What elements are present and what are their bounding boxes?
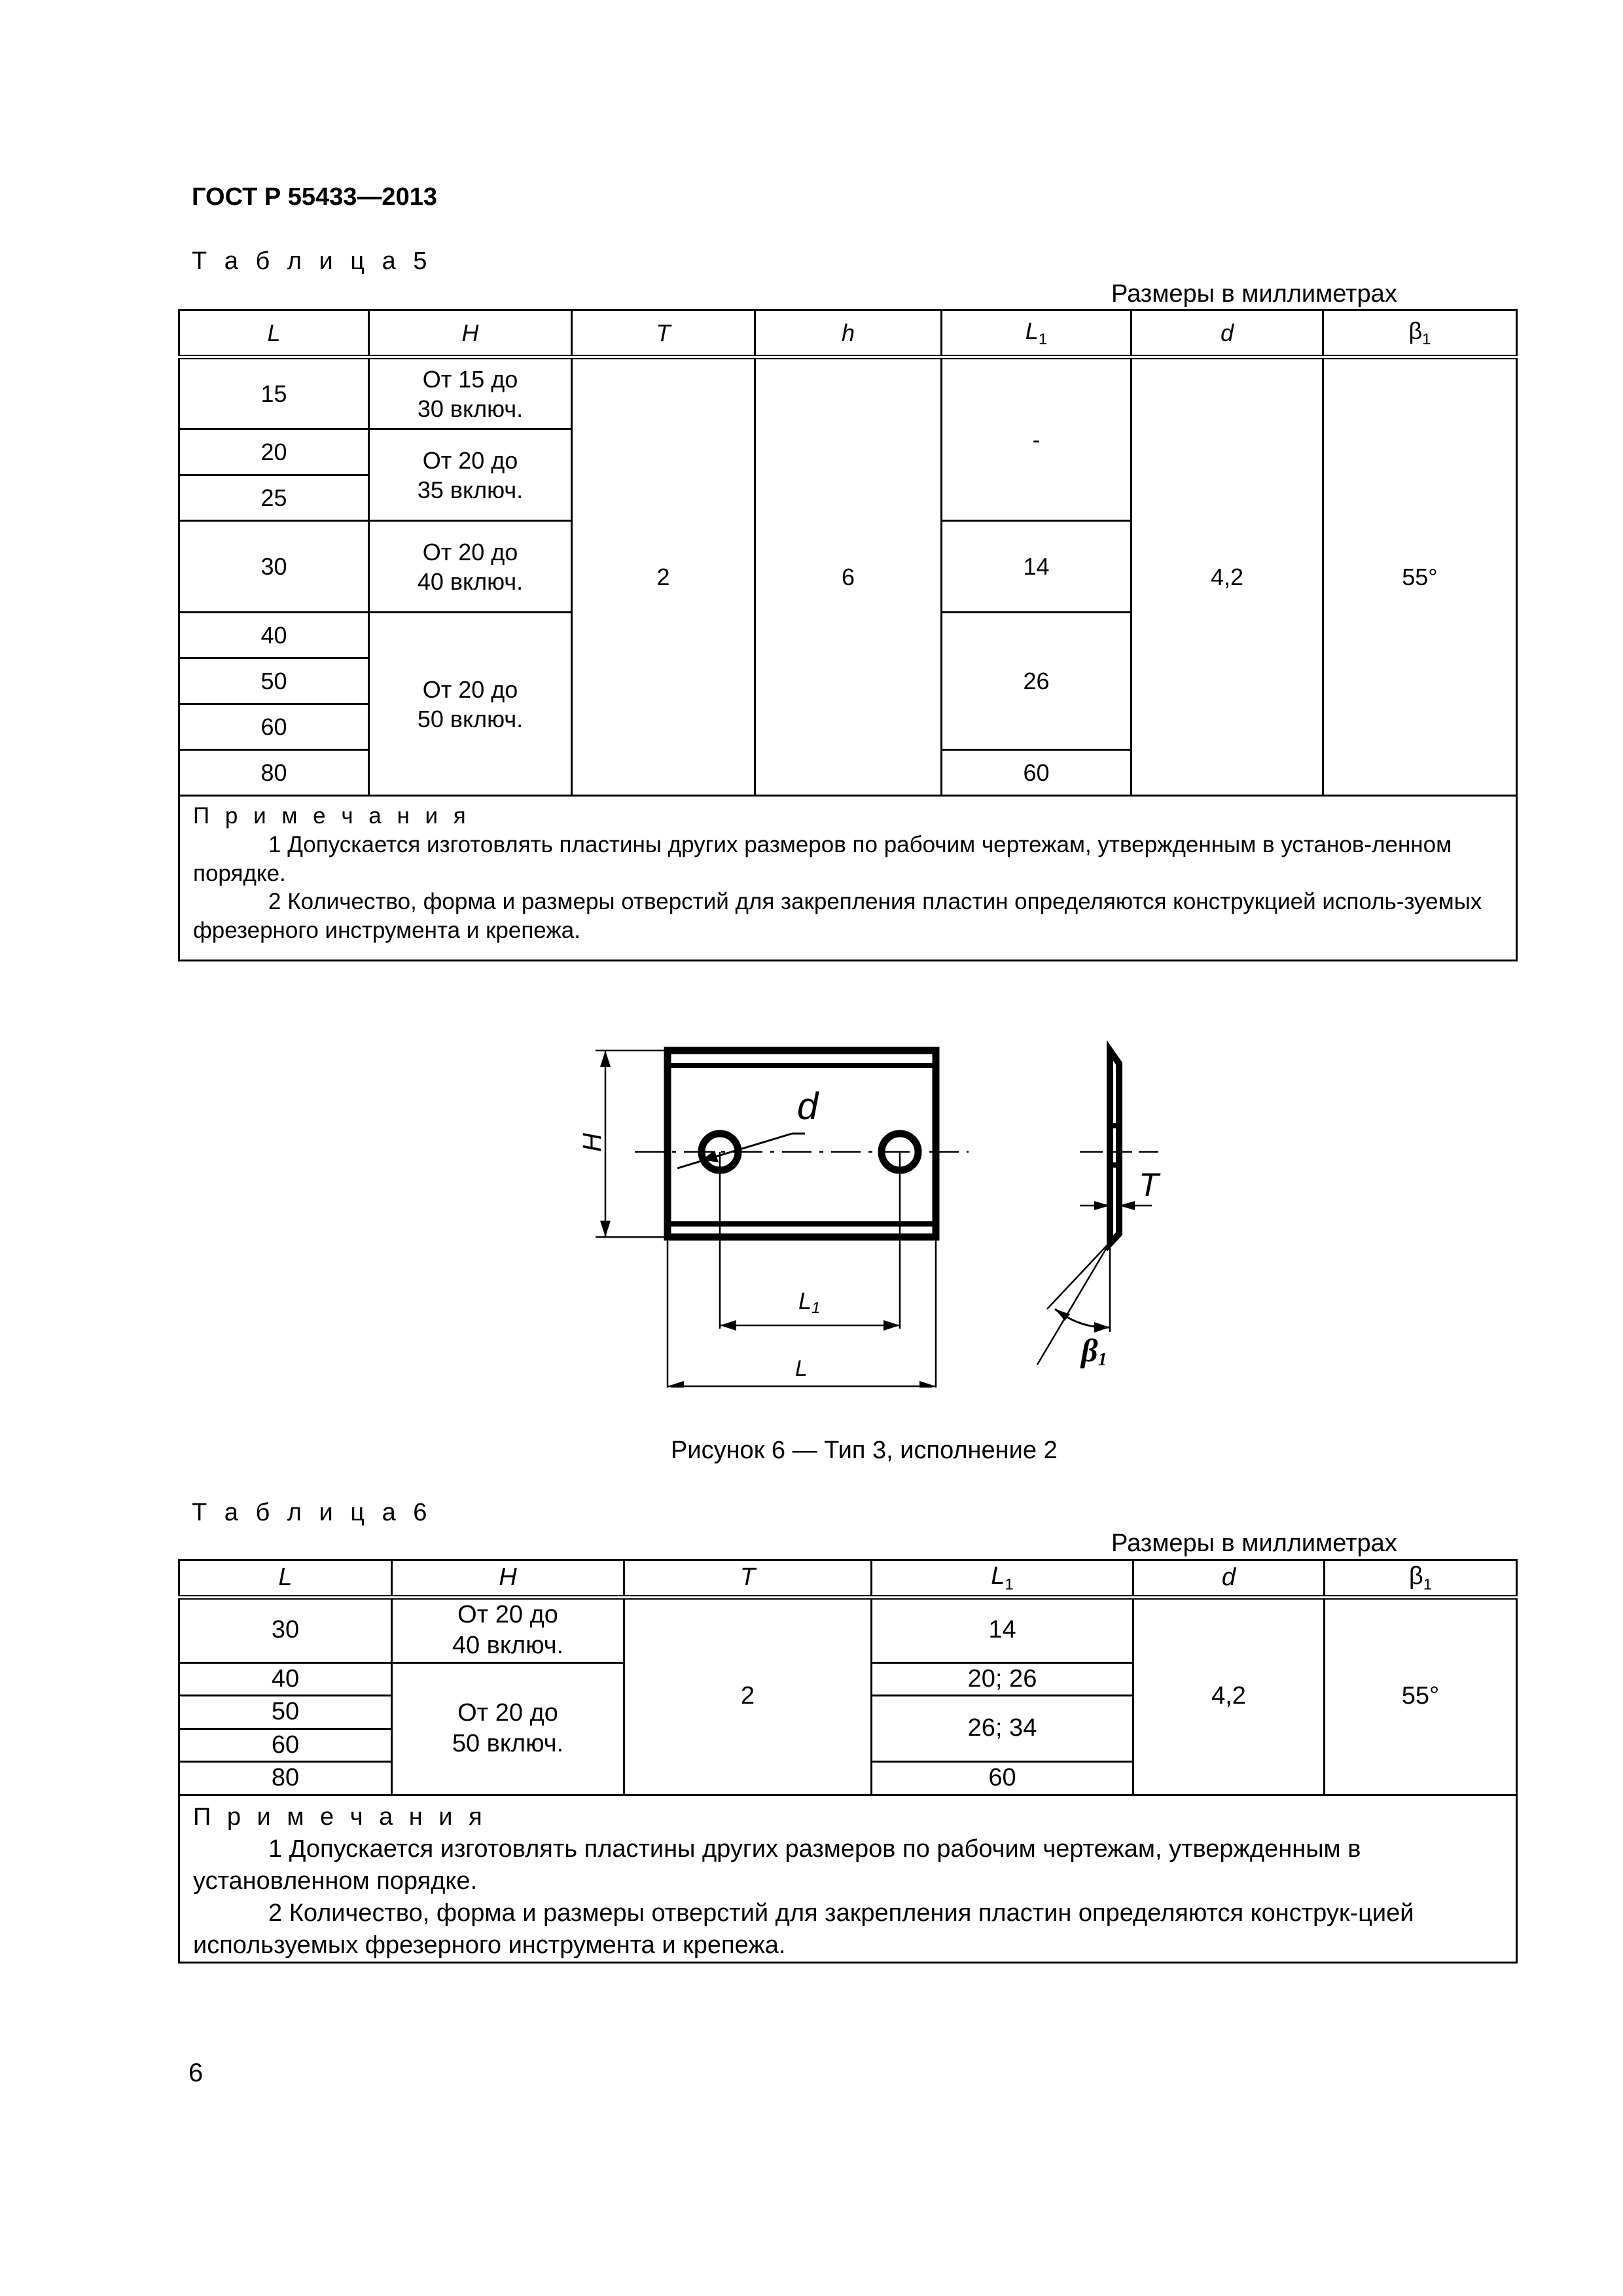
table6-title: Т а б л и ц а 6 bbox=[192, 1499, 433, 1526]
t5-col-T: T bbox=[572, 310, 755, 357]
t6-col-d: d bbox=[1133, 1560, 1325, 1598]
t6-notes bbox=[179, 1795, 1517, 1962]
t5-cell: 60 bbox=[942, 750, 1132, 796]
t5-note1: 1 Допускается изготовлять пластины других размеров по рабочим чертежам, утвержденным в установ-ленном порядке. bbox=[193, 831, 1452, 886]
t5-cell: 40 bbox=[179, 613, 369, 658]
figure-6-caption: Рисунок 6 — Тип 3, исполнение 2 bbox=[671, 1437, 1058, 1464]
t5-cell: От 20 до 40 включ. bbox=[369, 521, 572, 613]
fig-label-beta: β1 bbox=[1081, 1332, 1107, 1370]
t6-cell: 14 bbox=[872, 1597, 1133, 1662]
t6-cell: 20; 26 bbox=[872, 1662, 1133, 1696]
t6-cell: 80 bbox=[179, 1762, 392, 1795]
t5-cell: От 20 до 50 включ. bbox=[369, 613, 572, 796]
t5-cell: От 20 до 35 включ. bbox=[369, 429, 572, 521]
document-header: ГОСТ Р 55433—2013 bbox=[192, 183, 437, 211]
fig-label-L: L bbox=[795, 1356, 808, 1381]
t6-col-H: H bbox=[392, 1560, 624, 1598]
fig-label-L1: L1 bbox=[798, 1287, 821, 1317]
t6-cell: От 20 до 50 включ. bbox=[392, 1662, 624, 1795]
t6-cell: 26; 34 bbox=[872, 1696, 1133, 1762]
t6-cell: 4,2 bbox=[1133, 1597, 1325, 1795]
t5-cell: 15 bbox=[179, 357, 369, 429]
page-number: 6 bbox=[188, 2058, 204, 2087]
t6-note1: 1 Допускается изготовлять пластины других размеров по рабочим чертежам, утвержденным в установленном порядке. bbox=[193, 1835, 1361, 1895]
t5-col-L1: $L_1$ bbox=[942, 310, 1132, 357]
t5-col-h: h bbox=[755, 310, 942, 357]
t5-notes bbox=[179, 796, 1517, 961]
table6 bbox=[178, 1559, 1518, 1964]
fig-label-d: d bbox=[797, 1085, 819, 1128]
t5-col-d: d bbox=[1132, 310, 1323, 357]
t5-cell: 2 bbox=[572, 357, 755, 796]
t6-notes-title: П р и м е ч а н и я bbox=[193, 1803, 487, 1831]
fig-label-H: H bbox=[578, 1133, 607, 1152]
table6-units: Размеры в миллиметрах bbox=[1111, 1530, 1397, 1557]
fig-label-T: T bbox=[1139, 1166, 1159, 1203]
t5-col-H: H bbox=[369, 310, 572, 357]
t6-cell: От 20 до 40 включ. bbox=[392, 1597, 624, 1662]
figure-6-drawing bbox=[563, 1034, 1191, 1388]
t5-col-L: L bbox=[179, 310, 369, 357]
t6-col-L: L bbox=[179, 1560, 392, 1598]
t5-notes-title: П р и м е ч а н и я bbox=[193, 803, 471, 829]
t6-cell: 30 bbox=[179, 1597, 392, 1662]
t6-col-L1: $L_1$ bbox=[872, 1560, 1133, 1598]
table5-title: Т а б л и ц а 5 bbox=[192, 247, 433, 275]
table5-units: Размеры в миллиметрах bbox=[1111, 280, 1397, 308]
t5-cell: 26 bbox=[942, 613, 1132, 750]
t5-cell: 14 bbox=[942, 521, 1132, 613]
t5-cell: 20 bbox=[179, 429, 369, 475]
t5-col-b1: $\beta_1$ bbox=[1323, 310, 1517, 357]
t5-cell: 55° bbox=[1323, 357, 1517, 796]
t6-col-b1: $\beta_1$ bbox=[1325, 1560, 1517, 1598]
t5-cell: 6 bbox=[755, 357, 942, 796]
t5-cell: - bbox=[942, 357, 1132, 521]
t5-cell: 4,2 bbox=[1132, 357, 1323, 796]
t6-cell: 60 bbox=[179, 1729, 392, 1762]
t5-cell: От 15 до 30 включ. bbox=[369, 357, 572, 429]
t6-cell: 40 bbox=[179, 1662, 392, 1696]
t6-cell: 2 bbox=[624, 1597, 872, 1795]
table5 bbox=[178, 309, 1518, 961]
t5-cell: 30 bbox=[179, 521, 369, 613]
t5-cell: 60 bbox=[179, 704, 369, 750]
t6-cell: 55° bbox=[1325, 1597, 1517, 1795]
t6-note2: 2 Количество, форма и размеры отверстий для закрепления пластин определяются конструк-цией используемых фрезерного инструмента и крепежа. bbox=[193, 1899, 1414, 1959]
t5-cell: 50 bbox=[179, 658, 369, 704]
t6-cell: 60 bbox=[872, 1762, 1133, 1795]
t5-cell: 25 bbox=[179, 475, 369, 521]
t6-cell: 50 bbox=[179, 1696, 392, 1729]
t6-col-T: T bbox=[624, 1560, 872, 1598]
t5-cell: 80 bbox=[179, 750, 369, 796]
t5-note2: 2 Количество, форма и размеры отверстий для закрепления пластин определяются конструкцией исполь-зуемых фрезерного инструмента и крепежа. bbox=[193, 889, 1482, 943]
